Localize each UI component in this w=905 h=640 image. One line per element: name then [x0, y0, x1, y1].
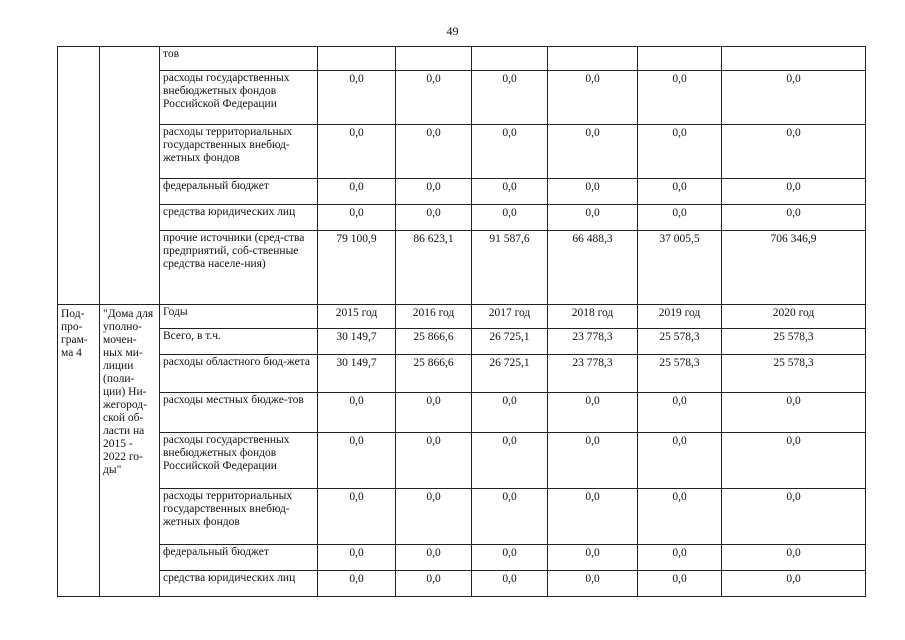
value-cell: 0,0	[318, 571, 396, 597]
value-cell	[396, 47, 472, 71]
value-cell: 30 149,7	[318, 355, 396, 393]
table-row	[58, 125, 866, 179]
value-cell: 706 346,9	[722, 231, 866, 305]
table-row	[58, 231, 866, 305]
table-row	[58, 433, 866, 489]
value-cell: 0,0	[638, 125, 722, 179]
subprogram-number: Под-про-грам-ма 4	[58, 305, 100, 597]
value-cell: 0,0	[722, 71, 866, 125]
value-cell: 0,0	[318, 433, 396, 489]
value-cell: 25 866,6	[396, 329, 472, 355]
value-cell: 23 778,3	[548, 355, 638, 393]
value-cell: 0,0	[318, 393, 396, 433]
empty-cell	[100, 47, 160, 305]
value-cell: 0,0	[318, 545, 396, 571]
value-cell: 0,0	[472, 545, 548, 571]
value-cell: 30 149,7	[318, 329, 396, 355]
value-cell: 0,0	[548, 205, 638, 231]
value-cell: 2016 год	[396, 305, 472, 329]
value-cell: 0,0	[396, 489, 472, 545]
row-label: расходы государственных внебюджетных фондов Российской Федерации	[160, 71, 318, 125]
value-cell	[722, 47, 866, 71]
value-cell: 66 488,3	[548, 231, 638, 305]
value-cell: 2019 год	[638, 305, 722, 329]
value-cell: 0,0	[472, 71, 548, 125]
value-cell: 0,0	[548, 571, 638, 597]
value-cell	[472, 47, 548, 71]
row-label: расходы областного бюд-жета	[160, 355, 318, 393]
value-cell: 0,0	[318, 125, 396, 179]
value-cell: 0,0	[722, 125, 866, 179]
value-cell: 2015 год	[318, 305, 396, 329]
value-cell: 25 578,3	[722, 355, 866, 393]
subprogram-name: "Дома для уполно-мочен-ных ми-лиции (поли-ции) Ни-жегород-ской об-ласти на 2015 - 2022 го-ды"	[100, 305, 160, 597]
empty-cell	[58, 47, 100, 305]
value-cell: 0,0	[396, 433, 472, 489]
row-label: федеральный бюджет	[160, 545, 318, 571]
value-cell: 0,0	[638, 205, 722, 231]
value-cell: 0,0	[722, 489, 866, 545]
value-cell: 0,0	[638, 71, 722, 125]
row-label: Годы	[160, 305, 318, 329]
value-cell: 86 623,1	[396, 231, 472, 305]
table-row	[58, 489, 866, 545]
value-cell: 0,0	[722, 571, 866, 597]
row-label: тов	[160, 47, 318, 71]
value-cell: 0,0	[548, 489, 638, 545]
value-cell: 0,0	[318, 71, 396, 125]
value-cell: 0,0	[472, 393, 548, 433]
page-number: 49	[446, 24, 459, 38]
value-cell: 0,0	[396, 545, 472, 571]
table-row	[58, 179, 866, 205]
value-cell	[548, 47, 638, 71]
value-cell: 0,0	[638, 571, 722, 597]
value-cell: 0,0	[472, 489, 548, 545]
value-cell: 0,0	[396, 571, 472, 597]
value-cell: 0,0	[396, 393, 472, 433]
value-cell	[638, 47, 722, 71]
table-row	[58, 545, 866, 571]
value-cell: 25 578,3	[638, 355, 722, 393]
value-cell: 0,0	[396, 71, 472, 125]
value-cell: 2017 год	[472, 305, 548, 329]
value-cell: 0,0	[318, 205, 396, 231]
value-cell: 26 725,1	[472, 355, 548, 393]
value-cell: 0,0	[548, 71, 638, 125]
row-label: расходы территориальных государственных внебюд-жетных фондов	[160, 489, 318, 545]
row-label: расходы территориальных государственных внебюд-жетных фондов	[160, 125, 318, 179]
row-label: федеральный бюджет	[160, 179, 318, 205]
value-cell: 0,0	[472, 205, 548, 231]
value-cell: 91 587,6	[472, 231, 548, 305]
table-row	[58, 305, 866, 329]
value-cell: 0,0	[548, 433, 638, 489]
value-cell: 0,0	[548, 545, 638, 571]
value-cell: 0,0	[638, 179, 722, 205]
table-row	[58, 47, 866, 71]
value-cell: 0,0	[396, 205, 472, 231]
value-cell: 0,0	[722, 393, 866, 433]
value-cell: 79 100,9	[318, 231, 396, 305]
table-row	[58, 571, 866, 597]
value-cell: 25 578,3	[722, 329, 866, 355]
value-cell: 0,0	[638, 393, 722, 433]
value-cell: 37 005,5	[638, 231, 722, 305]
value-cell: 25 866,6	[396, 355, 472, 393]
value-cell: 0,0	[472, 179, 548, 205]
value-cell: 2020 год	[722, 305, 866, 329]
value-cell: 0,0	[472, 433, 548, 489]
value-cell: 0,0	[396, 125, 472, 179]
value-cell: 0,0	[638, 545, 722, 571]
table-row	[58, 355, 866, 393]
table-row	[58, 205, 866, 231]
table-body	[58, 47, 866, 597]
value-cell: 0,0	[472, 571, 548, 597]
value-cell: 0,0	[548, 179, 638, 205]
table-row	[58, 329, 866, 355]
value-cell: 0,0	[396, 179, 472, 205]
value-cell: 0,0	[638, 433, 722, 489]
value-cell: 0,0	[318, 179, 396, 205]
value-cell: 0,0	[722, 205, 866, 231]
value-cell: 25 578,3	[638, 329, 722, 355]
row-label: Всего, в т.ч.	[160, 329, 318, 355]
value-cell: 0,0	[548, 393, 638, 433]
funding-table	[57, 46, 866, 597]
row-label: средства юридических лиц	[160, 571, 318, 597]
value-cell: 0,0	[722, 433, 866, 489]
value-cell	[318, 47, 396, 71]
row-label: расходы местных бюдже-тов	[160, 393, 318, 433]
value-cell: 26 725,1	[472, 329, 548, 355]
row-label: средства юридических лиц	[160, 205, 318, 231]
value-cell: 2018 год	[548, 305, 638, 329]
row-label: расходы государственных внебюджетных фондов Российской Федерации	[160, 433, 318, 489]
table-row	[58, 393, 866, 433]
value-cell: 0,0	[638, 489, 722, 545]
value-cell: 0,0	[722, 179, 866, 205]
value-cell: 0,0	[318, 489, 396, 545]
value-cell: 0,0	[548, 125, 638, 179]
table-row	[58, 71, 866, 125]
row-label: прочие источники (сред-ства предприятий, соб-ственные средства населе-ния)	[160, 231, 318, 305]
value-cell: 23 778,3	[548, 329, 638, 355]
value-cell: 0,0	[722, 545, 866, 571]
value-cell: 0,0	[472, 125, 548, 179]
